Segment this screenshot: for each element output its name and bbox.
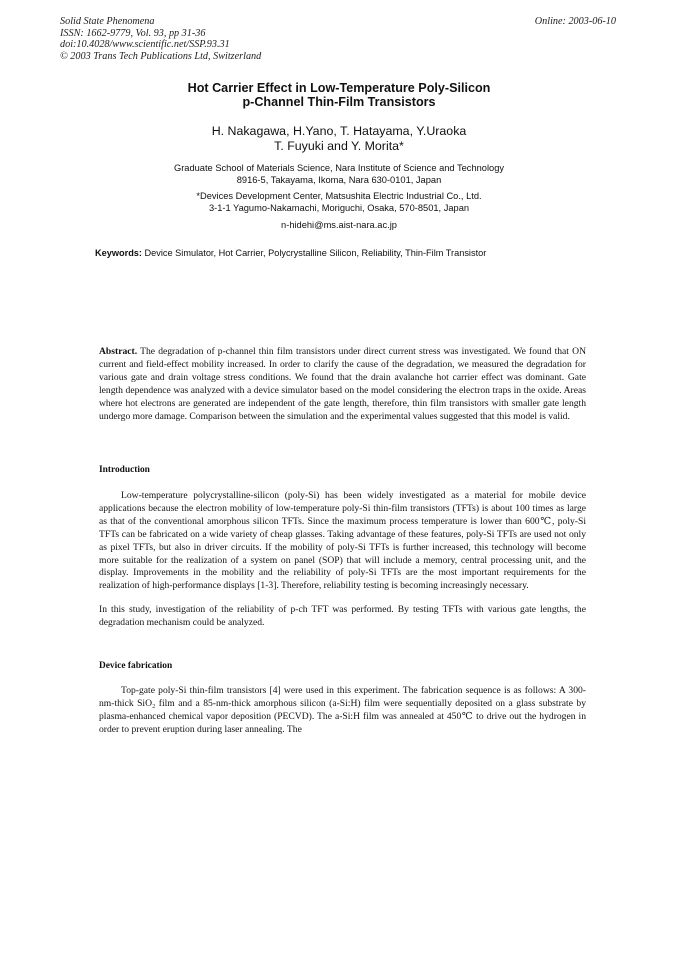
author-email: n-hidehi@ms.aist-nara.ac.jp [281,220,397,230]
copyright-line: © 2003 Trans Tech Publications Ltd, Switzerland [60,50,262,62]
affiliation-2-line-2: 3-1-1 Yagumo-Nakamachi, Moriguchi, Osaka, 570-8501, Japan [208,203,470,213]
issn-line: ISSN: 1662-9779, Vol. 93, pp 31-36 [60,27,206,39]
authors-line-2: T. Fuyuki and Y. Morita* [274,139,404,154]
journal-header [60,16,261,62]
doi-line: doi:10.4028/www.scientific.net/SSP.93.31 [60,39,230,51]
keywords-text: Device Simulator, Hot Carrier, Polycrystalline Silicon, Reliability, Thin-Film Transistor [144,248,487,258]
affiliation-2-line-1: *Devices Development Center, Matsushita Electric Industrial Co., Ltd. [196,191,482,201]
keywords-label: Keywords: [95,248,142,258]
author-list [0,124,678,154]
introduction-paragraph-2: In this study, investigation of the reliability of p-ch TFT was performed. By testing TFTs with various gate lengths, the degradation mechanism could be analyzed. [99,604,586,628]
introduction-paragraph-1: Low-temperature polycrystalline-silicon (poly-Si) has been widely investigated as a material for mobile device applications because the electron mobility of low-temperature poly-Si thin-film transistors (TFTs) is about 100 times as large as that of the conventional amorphous silicon TFTs. Since the maximum process temperature is lower than 600℃, poly-Si TFTs can be fabricated on a wide variety of cheap glasses. Taking advantage of these features, poly-Si TFTs are used not only as pixel TFTs, but also in driver circuits. If the mobility of poly-Si TFTs is further increased, this technology will become more suitable for the realization of a system on panel (SOP) that will include a memory, central processing unit, and the display. Improvements in the mobility and the reliability of poly-Si TFTs are the most important requirements for the realization of high-performance displays [1-3]. Therefore, reliability testing is becoming increasingly necessary. [99,490,586,592]
abstract-label: Abstract. [99,346,138,357]
section-heading-introduction: Introduction [99,465,150,475]
affiliation-2 [0,190,678,214]
affiliation-1 [0,162,678,186]
device-fabrication-paragraph-1: Top-gate poly-Si thin-film transistors [4] were used in this experiment. The fabrication sequence is as follows: A 300-nm-thick SiO₂ film and a 85-nm-thick amorphous silicon (a-Si:H) film were sequentially deposited on a glass substrate by plasma-enhanced chemical vapor deposition (PECVD). The a-Si:H film was annealed at 450℃ to drive out the hydrogen in order to prevent eruption during laser annealing. The [99,685,586,735]
keywords [95,247,595,259]
section-heading-device-fabrication: Device fabrication [99,661,173,671]
journal-name: Solid State Phenomena [60,16,155,27]
affiliation-1-line-2: 8916-5, Takayama, Ikoma, Nara 630-0101, Japan [236,175,442,185]
abstract [99,346,586,423]
affiliation-1-line-1: Graduate School of Materials Science, Nara Institute of Science and Technology [173,163,505,173]
authors-line-1: H. Nakagawa, H.Yano, T. Hatayama, Y.Uraoka [211,124,467,138]
abstract-text: The degradation of p-channel thin film transistors under direct current stress was investigated. We found that ON current and field-effect mobility increased. In order to clarify the cause of the degradation, we measured the degradation for various gate and drain voltage stress conditions. We found that the drain avalanche hot carrier effect was dominant. Gate length dependence was analyzed with a device simulator based on the model considering the electron traps in the oxide. Areas where hot electrons are generated are independent of the gate length, therefore, thin film transistors with smaller gate length undergo more damage. Comparison between the simulation and the experimental values suggested that this model is valid. [99,346,586,422]
title-line-2: p-Channel Thin-Film Transistors [242,95,436,110]
paper-title [0,81,678,109]
online-date: Online: 2003-06-10 [534,16,616,27]
title-line-1: Hot Carrier Effect in Low-Temperature Poly-Silicon [187,81,491,95]
